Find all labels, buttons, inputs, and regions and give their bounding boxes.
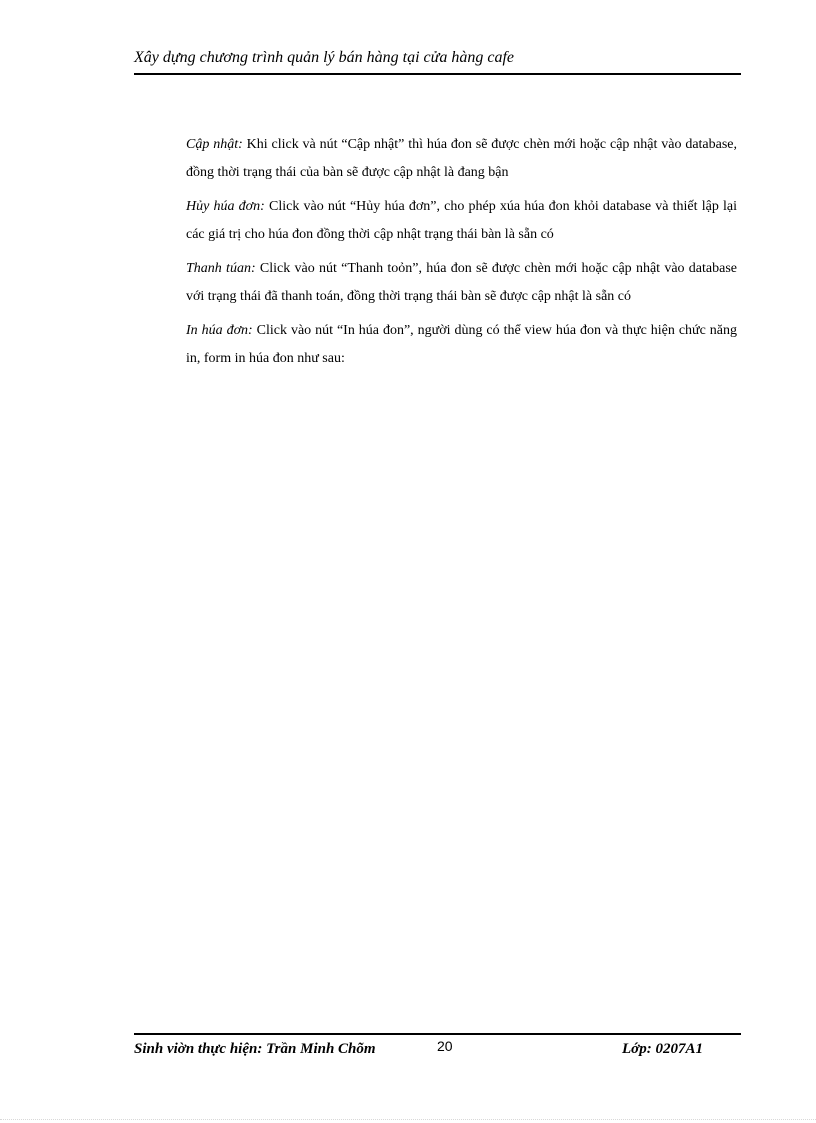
document-body [186, 131, 737, 379]
paragraph-text: Click vào nút “Hủy húa đơn”, cho phép xúa húa đon khỏi database và thiết lập lại các giá trị cho húa đon đồng thời cập nhật trạng thái bàn là sẵn có [186, 199, 737, 242]
page-edge-divider [0, 1119, 816, 1120]
document-title: Xây dựng chương trình quản lý bán hàng tại cửa hàng cafe [134, 49, 514, 66]
footer-author: Sinh viờn thực hiện: Trần Minh Chõm [134, 1041, 376, 1057]
paragraph-thanh-toan [186, 255, 737, 310]
paragraph-huy-hoa-don [186, 193, 737, 248]
paragraph-in-hoa-don [186, 317, 737, 372]
paragraph-text: Click vào nút “Thanh toỏn”, húa đon sẽ được chèn mới hoặc cập nhật vào database với trạng thái đã thanh toán, đồng thời trạng thái bàn sẽ được cập nhật là sẵn có [186, 261, 737, 304]
page-number: 20 [437, 1038, 453, 1054]
page-header [134, 48, 741, 75]
paragraph-cap-nhat [186, 131, 737, 186]
footer-class: Lớp: 0207A1 [622, 1041, 703, 1057]
paragraph-text: Khi click và nút “Cập nhật” thì húa đon sẽ được chèn mới hoặc cập nhật vào database, đồng thời trạng thái của bàn sẽ được cập nhật là đang bận [186, 137, 738, 180]
paragraph-term: Cập nhật: [186, 137, 243, 152]
paragraph-text: Click vào nút “In húa đon”, người dùng có thể view húa đon và thực hiện chức năng in, form in húa đon như sau: [186, 323, 738, 366]
page-footer [134, 1033, 741, 1065]
paragraph-term: In húa đơn: [186, 323, 253, 338]
paragraph-term: Thanh túan: [186, 261, 256, 276]
paragraph-term: Hủy húa đơn: [186, 199, 265, 214]
